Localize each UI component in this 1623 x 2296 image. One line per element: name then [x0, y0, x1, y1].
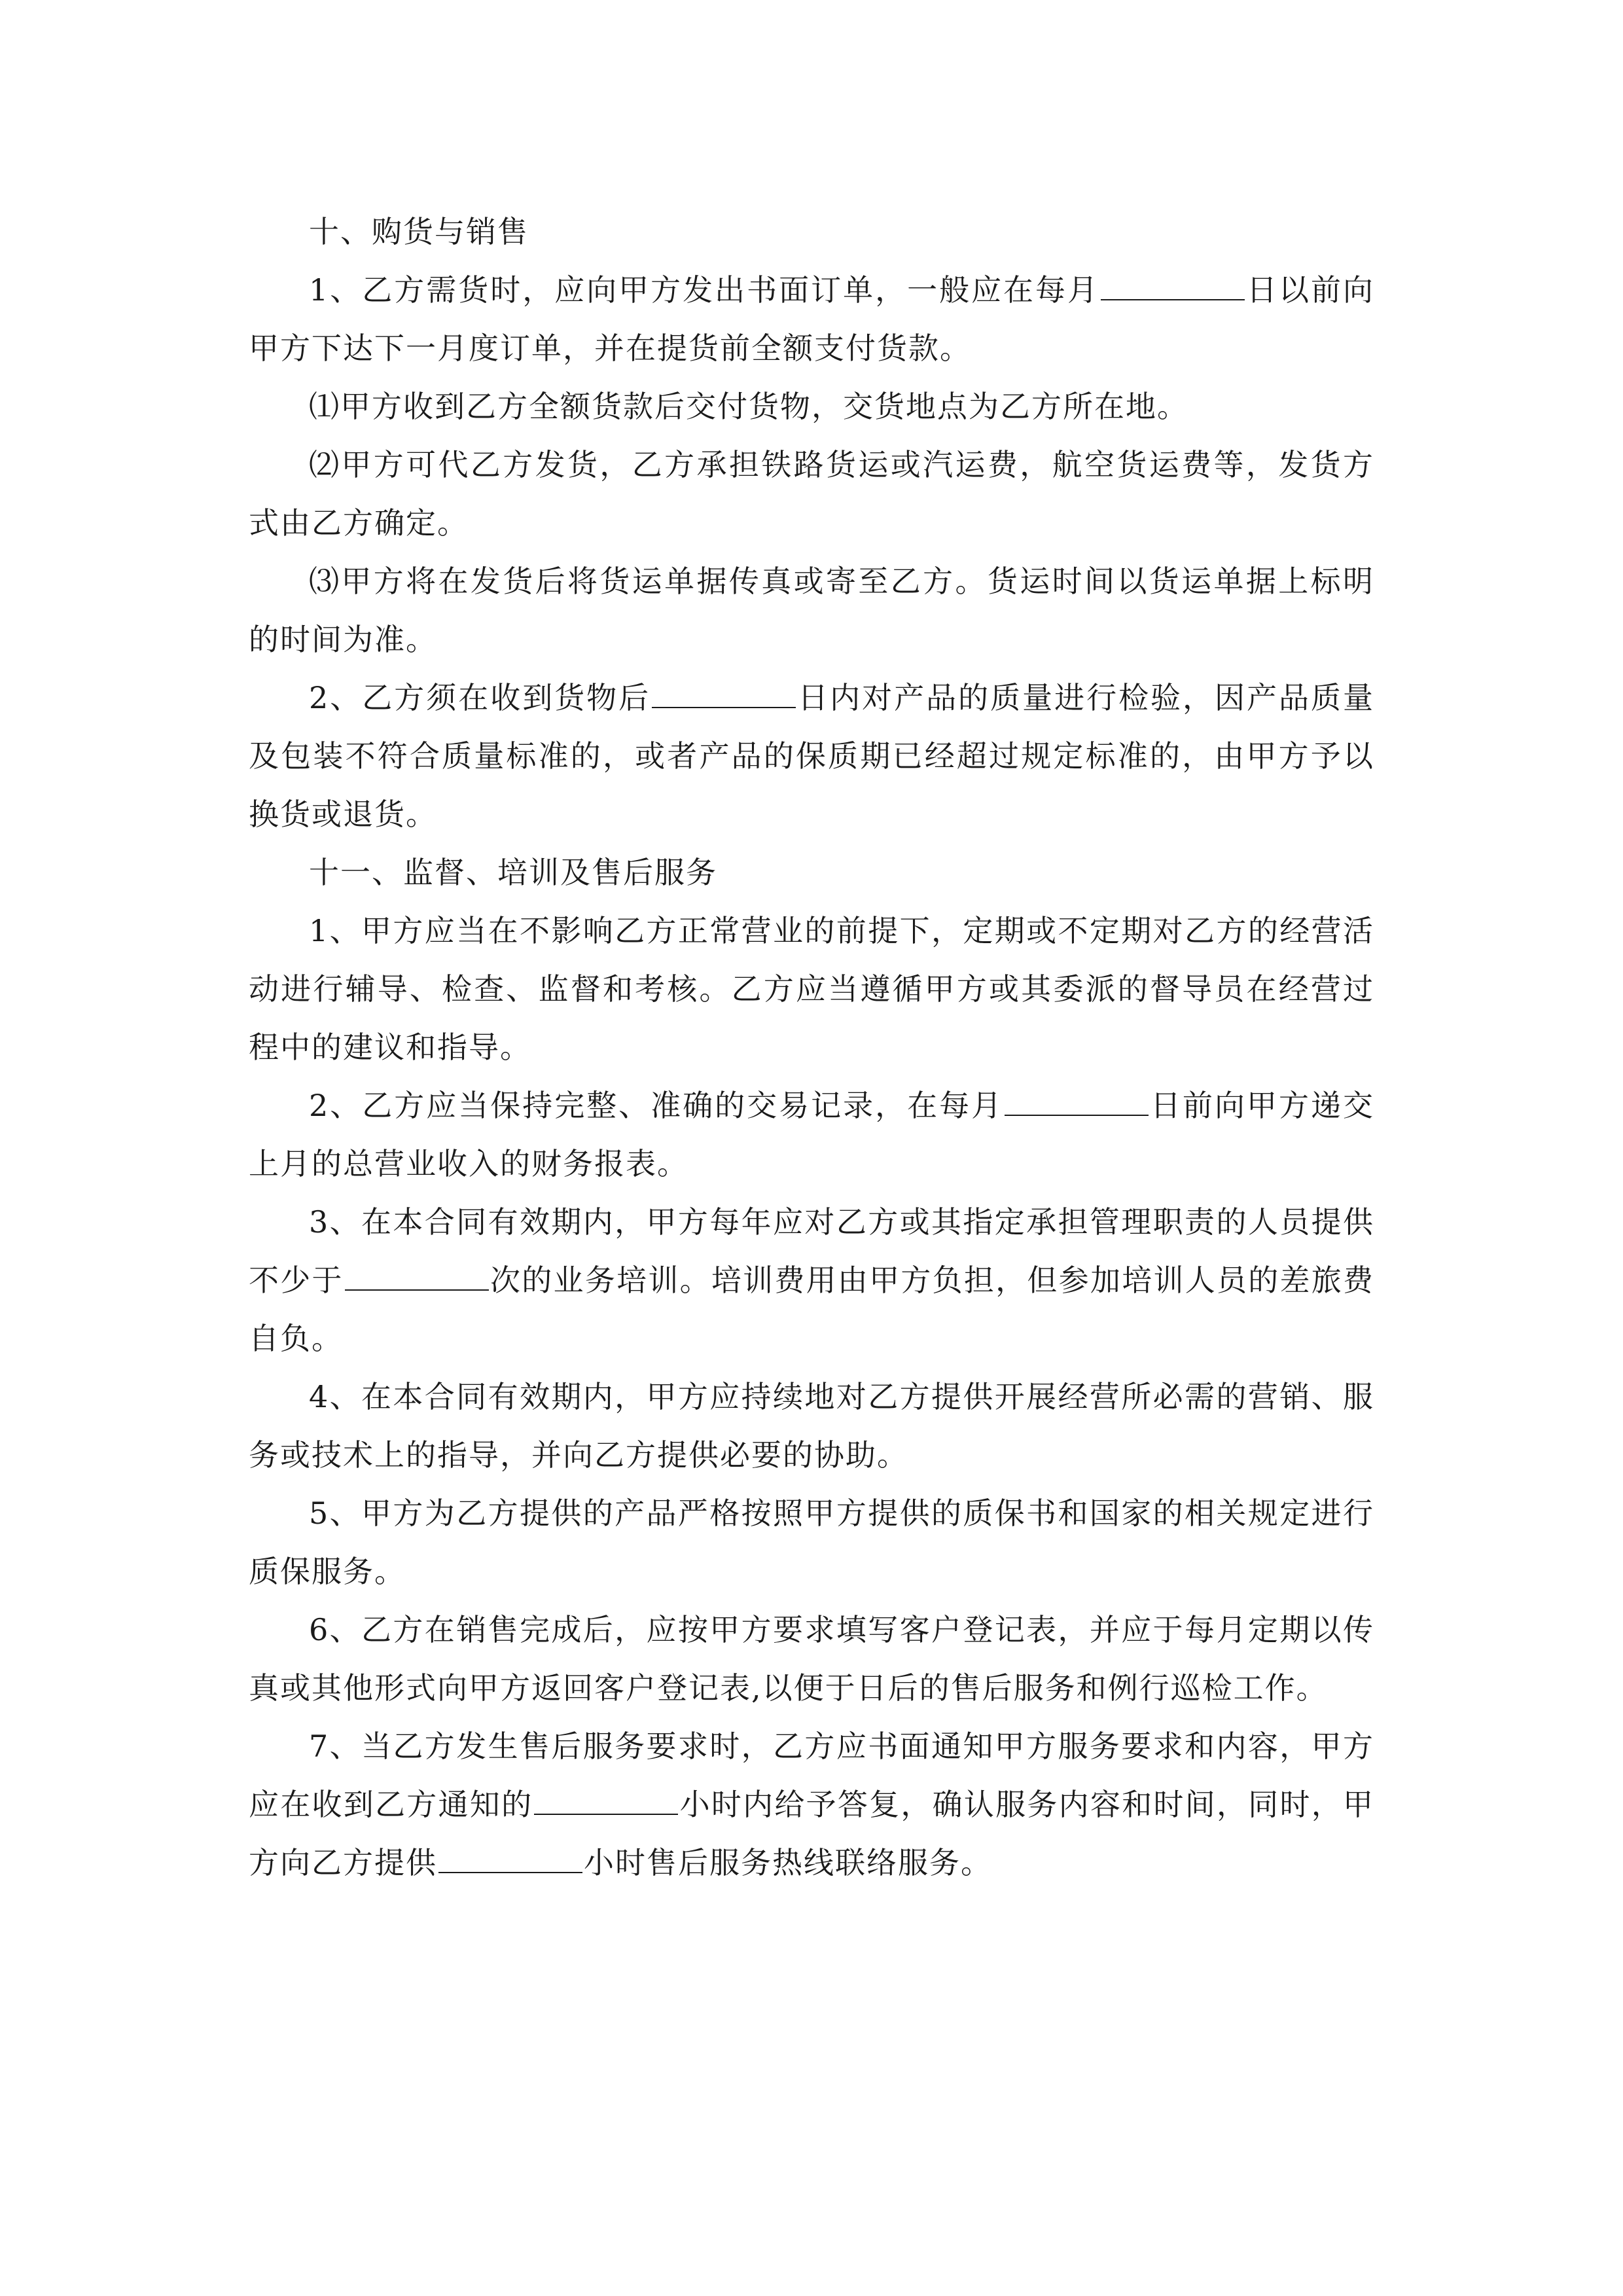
fill-in-blank — [345, 1263, 489, 1291]
section-10-clause-1 — [249, 261, 1374, 378]
clause-text: 3、在本合同有效期内，甲方每年应对乙方或其指定承担管理职责的人员提供不少于 — [249, 1204, 1374, 1298]
fill-in-blank — [438, 1846, 582, 1873]
section-11-clause-2 — [249, 1077, 1374, 1193]
section-11-clause-6: 6、乙方在销售完成后，应按甲方要求填写客户登记表，并应于每月定期以传真或其他形式向甲方返回客户登记表,以便于日后的售后服务和例行巡检工作。 — [249, 1612, 1374, 1706]
clause-text: 日前向甲方递交上月的总营业收入的财务报表。 — [249, 1088, 1374, 1181]
fill-in-blank — [652, 681, 796, 708]
section-11-clause-3 — [249, 1193, 1374, 1368]
fill-in-blank — [1005, 1088, 1149, 1116]
section-10-clause-2 — [249, 669, 1374, 844]
section-11-clause-7 — [249, 1717, 1374, 1892]
section-11-clause-4: 4、在本合同有效期内，甲方应持续地对乙方提供开展经营所必需的营销、服务或技术上的指导，并向乙方提供必要的协助。 — [249, 1379, 1374, 1473]
section-11-heading: 十一、监督、培训及售后服务 — [309, 855, 717, 890]
clause-text: 次的业务培训。培训费用由甲方负担，但参加培训人员的差旅费自负。 — [249, 1263, 1375, 1356]
clause-text: 2、乙方应当保持完整、准确的交易记录，在每月 — [309, 1088, 1004, 1123]
clause-text: 日内对产品的质量进行检验，因产品质量及包装不符合质量标准的，或者产品的保质期已经超过规定标准的，由甲方予以换货或退货。 — [249, 680, 1374, 832]
clause-text: 2、乙方须在收到货物后 — [309, 680, 651, 715]
fill-in-blank — [534, 1787, 678, 1815]
clause-text: 小时内给予答复，确认服务内容和时间，同时，甲方向乙方提供 — [249, 1787, 1375, 1880]
clause-text: 日以前向甲方下达下一月度订单，并在提货前全额支付货款。 — [249, 272, 1374, 366]
document-page — [249, 203, 1374, 1892]
clause-text: 7、当乙方发生售后服务要求时，乙方应书面通知甲方服务要求和内容，甲方应在收到乙方通知的 — [249, 1729, 1374, 1822]
fill-in-blank — [1101, 273, 1245, 300]
clause-text: 1、乙方需货时，应向甲方发出书面订单，一般应在每月 — [309, 272, 1100, 308]
section-11-clause-5: 5、甲方为乙方提供的产品严格按照甲方提供的质保书和国家的相关规定进行质保服务。 — [249, 1496, 1374, 1589]
section-11-clause-1: 1、甲方应当在不影响乙方正常营业的前提下，定期或不定期对乙方的经营活动进行辅导、检查、监督和考核。乙方应当遵循甲方或其委派的督导员在经营过程中的建议和指导。 — [249, 913, 1374, 1065]
section-10-sub-item-3: ⑶甲方将在发货后将货运单据传真或寄至乙方。货运时间以货运单据上标明的时间为准。 — [249, 564, 1374, 657]
clause-text: 小时售后服务热线联络服务。 — [584, 1845, 992, 1880]
section-10-sub-item-2: ⑵甲方可代乙方发货，乙方承担铁路货运或汽运费，航空货运费等，发货方式由乙方确定。 — [249, 447, 1374, 541]
section-10-heading: 十、购货与销售 — [309, 214, 529, 249]
section-10-sub-item-1: ⑴甲方收到乙方全额货款后交付货物，交货地点为乙方所在地。 — [309, 389, 1188, 424]
